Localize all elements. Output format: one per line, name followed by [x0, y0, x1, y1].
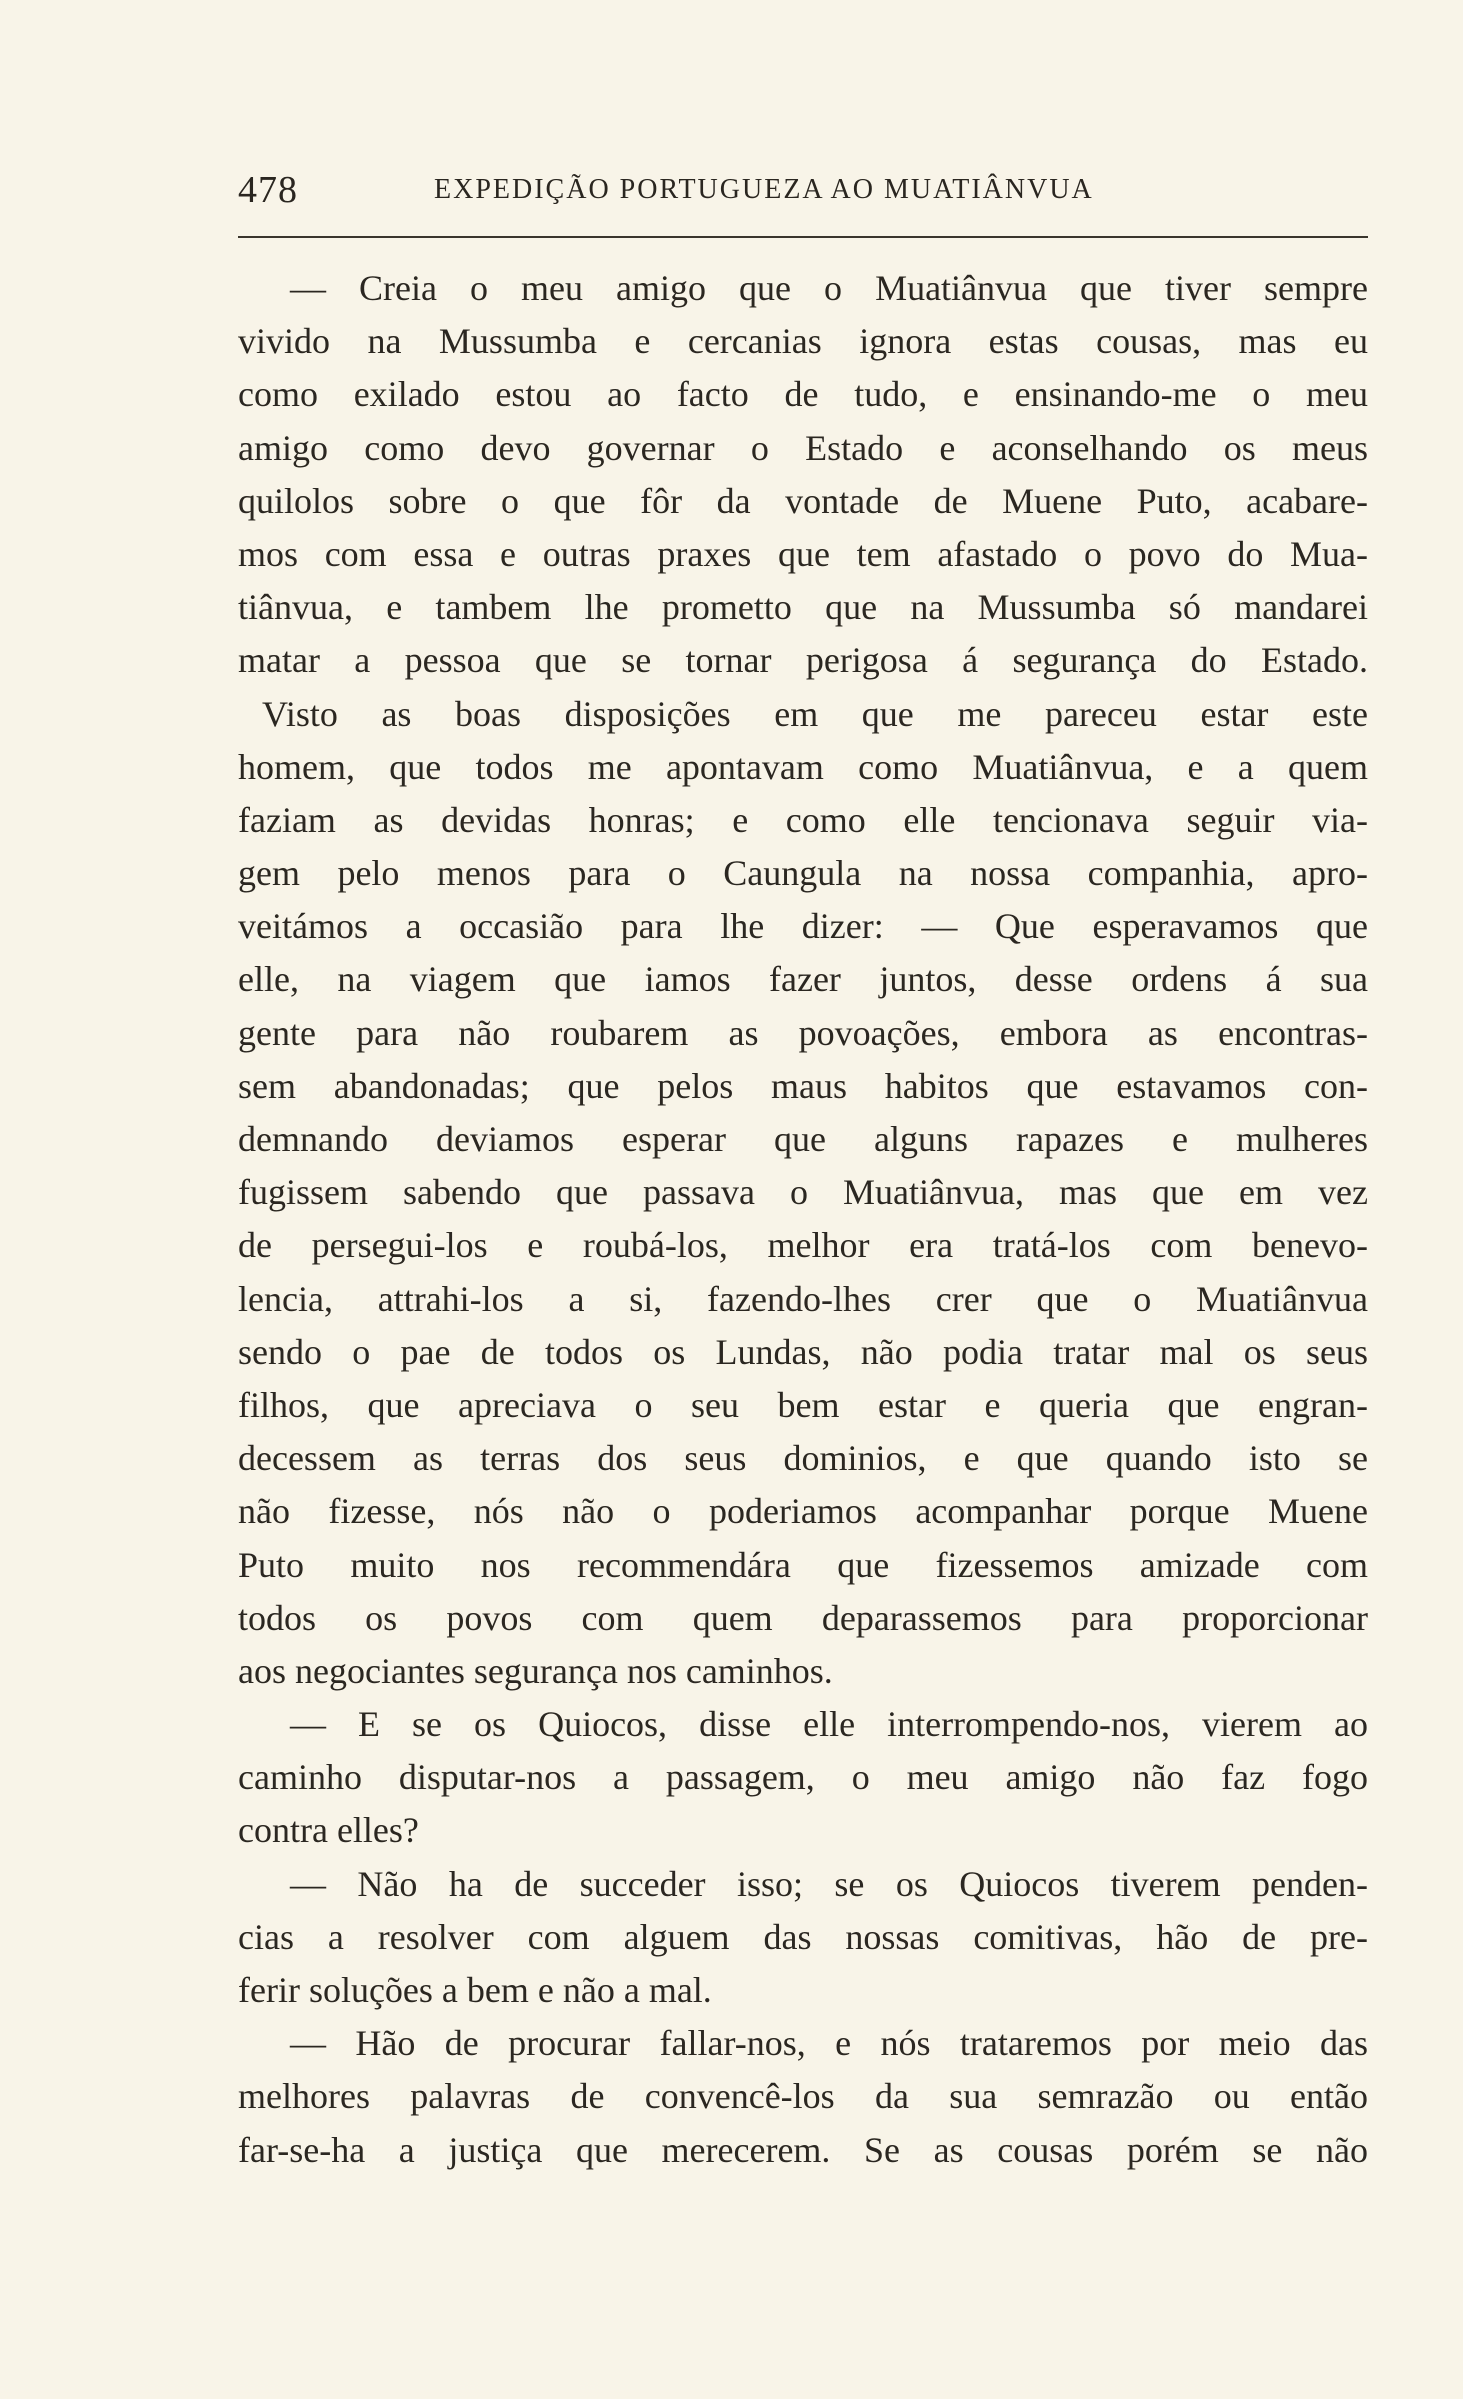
header-rule	[238, 236, 1368, 238]
text-line: vivido na Mussumba e cercanias ignora estas cousas, mas eu	[238, 321, 1368, 362]
text-line: quilolos sobre o que fôr da vontade de Muene Puto, acabare-	[238, 480, 1368, 521]
text-line: veitámos a occasião para lhe dizer: — Que esperavamos que	[238, 906, 1368, 947]
text-line: sem abandonadas; que pelos maus habitos que estavamos con-	[238, 1065, 1368, 1106]
text-line: filhos, que apreciava o seu bem estar e queria que engran-	[238, 1384, 1368, 1425]
text-line: lencia, attrahi-los a si, fazendo-lhes crer que o Muatiânvua	[238, 1278, 1368, 1319]
text-line: matar a pessoa que se tornar perigosa á segurança do Estado.	[238, 640, 1368, 681]
text-line: tiânvua, e tambem lhe prometto que na Mussumba só mandarei	[238, 587, 1368, 628]
text-line: caminho disputar-nos a passagem, o meu amigo não faz fogo	[238, 1757, 1368, 1798]
text-line: amigo como devo governar o Estado e aconselhando os meus	[238, 427, 1368, 468]
text-line: ferir soluções a bem e não a mal.	[238, 1970, 712, 2010]
text-line: melhores palavras de convencê-los da sua semrazão ou então	[238, 2076, 1368, 2117]
text-line: elle, na viagem que iamos fazer juntos, desse ordens á sua	[238, 959, 1368, 1000]
running-title: EXPEDIÇÃO PORTUGUEZA AO MUATIÂNVUA	[434, 174, 1094, 205]
text-line: gente para não roubarem as povoações, embora as encontras-	[238, 1012, 1368, 1053]
text-line: aos negociantes segurança nos caminhos.	[238, 1650, 833, 1691]
text-line: gem pelo menos para o Caungula na nossa companhia, apro-	[238, 853, 1368, 894]
text-line: faziam as devidas honras; e como elle tencionava seguir via-	[238, 799, 1368, 840]
text-line: far-se-ha a justiça que merecerem. Se as cousas porém se não	[238, 2129, 1368, 2170]
text-line: Visto as boas disposições em que me pareceu estar este	[262, 693, 1368, 734]
text-line: decessem as terras dos seus dominios, e que quando isto se	[238, 1438, 1368, 1479]
text-line: — E se os Quiocos, disse elle interrompendo-nos, vierem ao	[290, 1704, 1368, 1745]
text-line: — Hão de procurar fallar-nos, e nós trataremos por meio das	[290, 2023, 1368, 2064]
page-number: 478	[238, 169, 298, 211]
text-line: contra elles?	[238, 1810, 419, 1851]
text-line: mos com essa e outras praxes que tem afastado o povo do Mua-	[238, 533, 1368, 574]
text-line: de persegui-los e roubá-los, melhor era tratá-los com benevo-	[238, 1225, 1368, 1266]
text-line: como exilado estou ao facto de tudo, e ensinando-me o meu	[238, 374, 1368, 415]
text-line: Puto muito nos recommendára que fizessemos amizade com	[238, 1544, 1368, 1585]
text-line: todos os povos com quem deparassemos para proporcionar	[238, 1597, 1368, 1638]
body-text	[238, 262, 1368, 2177]
text-line: demnando deviamos esperar que alguns rapazes e mulheres	[238, 1119, 1368, 1159]
text-line: cias a resolver com alguem das nossas comitivas, hão de pre-	[238, 1916, 1368, 1957]
text-line: fugissem sabendo que passava o Muatiânvua, mas que em vez	[238, 1172, 1368, 1213]
page-header	[238, 160, 1368, 220]
text-line: sendo o pae de todos os Lundas, não podia tratar mal os seus	[238, 1331, 1368, 1372]
text-line: — Não ha de succeder isso; se os Quiocos tiverem penden-	[290, 1863, 1368, 1904]
text-line: — Creia o meu amigo que o Muatiânvua que tiver sempre	[290, 268, 1368, 308]
text-line: homem, que todos me apontavam como Muatiânvua, e a quem	[238, 746, 1368, 787]
text-line: não fizesse, nós não o poderiamos acompanhar porque Muene	[238, 1491, 1368, 1532]
